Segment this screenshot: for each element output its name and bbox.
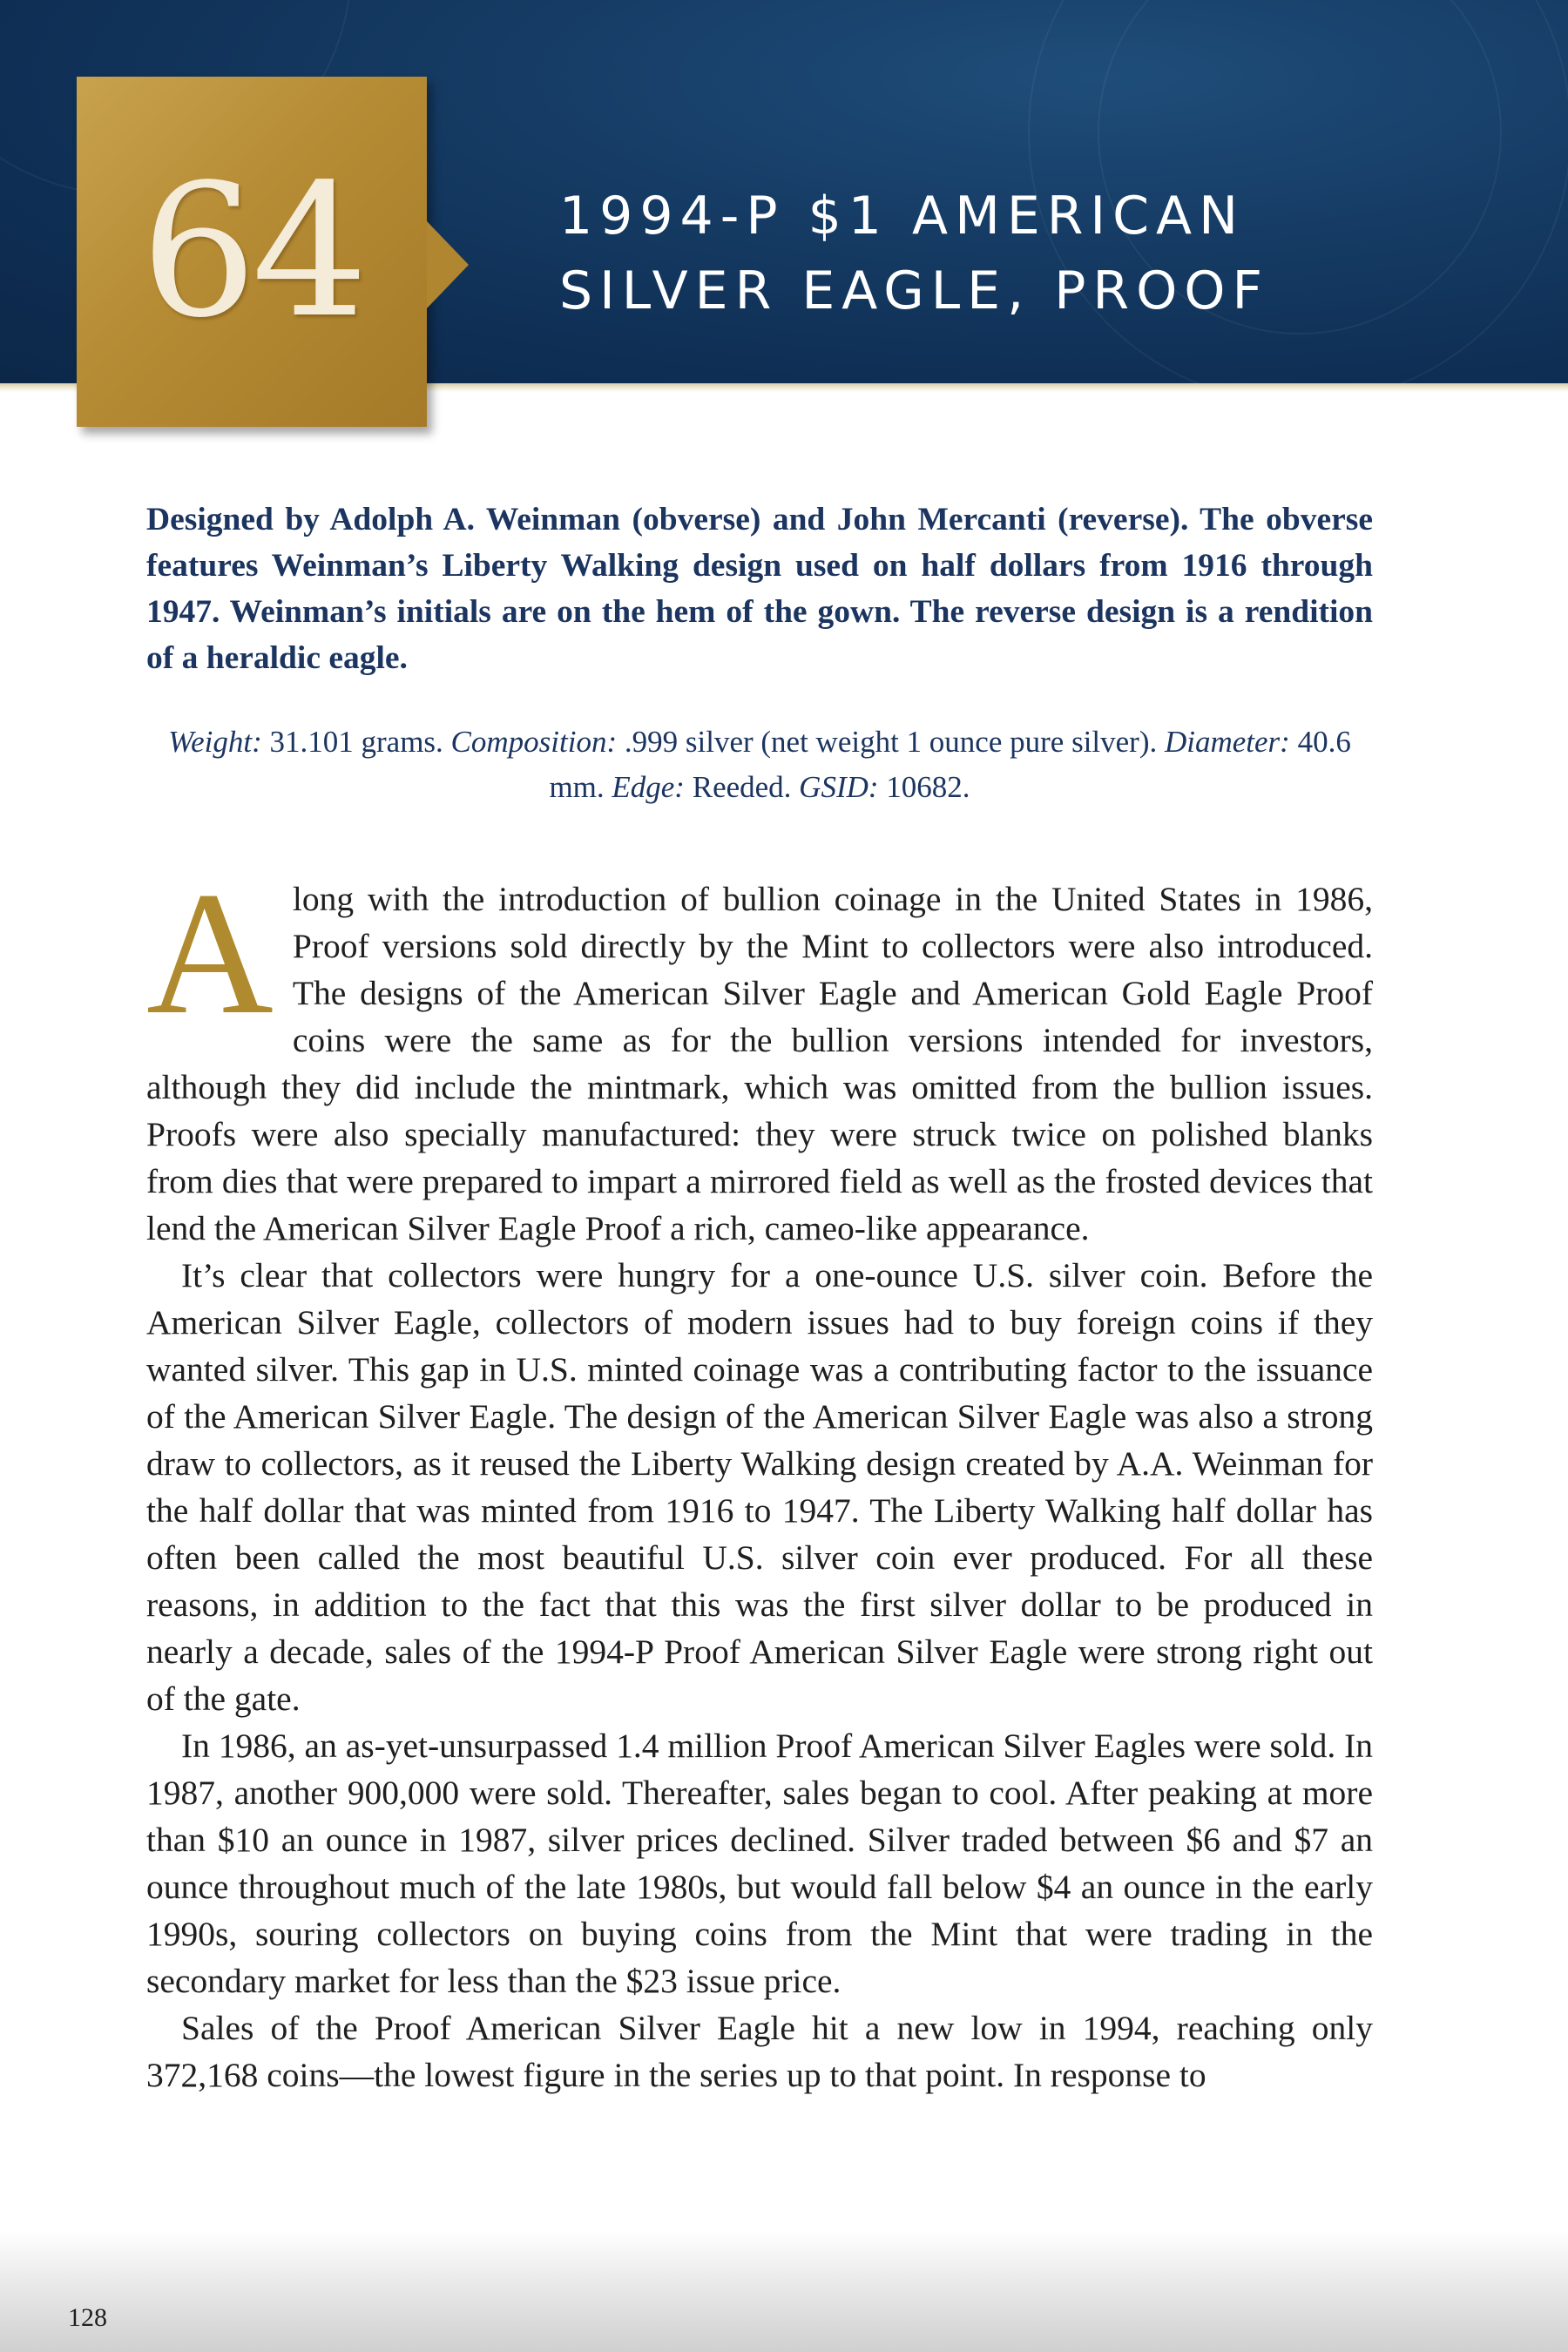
- coin-specifications: [146, 720, 1373, 810]
- chapter-number: 64: [140, 145, 363, 358]
- badge-pointer-arrow: [427, 221, 469, 308]
- diameter-value: 40.6 mm.: [549, 725, 1351, 804]
- body-paragraph-2: It’s clear that collectors were hungry for a one-ounce U.S. silver coin. Before the American Silver Eagle, collectors of modern issues had to buy foreign coins if they wanted silver. This gap in U.S. minted coinage was a contributing factor to the issuance of the American Silver Eagle. The design of the American Silver Eagle was also a strong draw to collectors, as it reused the Liberty Walking design created by A.A. Weinman for the half dollar that was minted from 1916 to 1947. The Liberty Walking half dollar has often been called the most beautiful U.S. silver coin ever produced. For all these reasons, in addition to the fact that this was the first silver dollar to be produced in nearly a decade, sales of the 1994-P Proof American Silver Eagle were strong right out of the gate.: [146, 1256, 1373, 1718]
- edge-label: Edge:: [612, 770, 685, 804]
- body-paragraph-1: [146, 855, 1373, 1252]
- composition-label: Composition:: [450, 725, 618, 759]
- chapter-number-badge: [77, 77, 427, 427]
- page-number: 128: [68, 2303, 107, 2332]
- body-paragraph-4: Sales of the Proof American Silver Eagle hit a new low in 1994, reaching only 372,168 coins—the lowest figure in the series up to that point. In response to: [146, 2009, 1373, 2094]
- weight-label: Weight:: [168, 725, 262, 759]
- weight-value: 31.101 grams.: [261, 725, 451, 759]
- composition-value: .999 silver (net weight 1 ounce pure silver).: [617, 725, 1165, 759]
- title-line-1: 1994-P $1 AMERICAN: [559, 186, 1245, 247]
- footer-banner: [0, 2230, 1568, 2352]
- paragraph-1-text: long with the introduction of bullion coinage in the United States in 1986, Proof versions sold directly by the Mint to collectors were also introduced. The designs of the American Silver Eagle and American Gold Eagle Proof coins were the same as for the bullion versions intended for investors, although they did include the mintmark, which was omitted from the bullion issues. Proofs were also specially manufactured: they were struck twice on polished blanks from dies that were prepared to impart a mirrored field as well as the frosted devices that lend the American Silver Eagle Proof a rich, cameo-like appearance.: [146, 880, 1373, 1247]
- body-paragraph-3: In 1986, an as-yet-unsurpassed 1.4 million Proof American Silver Eagles were sold. In 1987, another 900,000 were sold. Thereafter, sales began to cool. After peaking at more than $10 an ounce in 1987, silver prices declined. Silver traded between $6 and $7 an ounce throughout much of the late 1980s, but would fall below $4 an ounce in the early 1990s, souring collectors on buying coins from the Mint that were trading in the secondary market for less than the $23 issue price.: [146, 1727, 1373, 2000]
- gsid-value: 10682.: [878, 770, 970, 804]
- drop-cap: A: [146, 855, 274, 1051]
- page-title: [559, 179, 1517, 328]
- article-body: [146, 855, 1373, 2099]
- intro-paragraph: Designed by Adolph A. Weinman (obverse) and John Mercanti (reverse). The obverse features Weinman’s Liberty Walking design used on half dollars from 1916 through 1947. Weinman’s initials are on the hem of the gown. The reverse design is a rendition of a heraldic eagle.: [146, 502, 1373, 676]
- diameter-label: Diameter:: [1164, 725, 1290, 759]
- title-line-2: SILVER EAGLE, PROOF: [559, 260, 1270, 321]
- edge-value: Reeded.: [684, 770, 800, 804]
- gsid-label: GSID:: [799, 770, 879, 804]
